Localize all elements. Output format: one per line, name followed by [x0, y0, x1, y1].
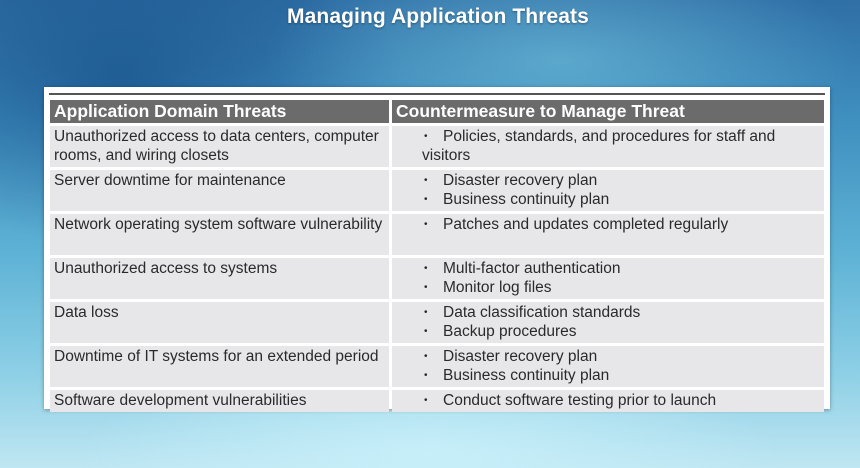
countermeasure-item: • Data classification standards	[424, 304, 641, 321]
threat-cell: Downtime of IT systems for an extended period	[50, 346, 389, 387]
threat-cell: Software development vulnerabilities	[50, 390, 389, 412]
countermeasure-item: • Business continuity plan	[424, 367, 610, 384]
countermeasure-item: • Monitor log files	[424, 279, 552, 296]
threat-cell: Data loss	[50, 302, 389, 343]
countermeasure-item: • Disaster recovery plan	[424, 348, 598, 365]
table-top-rule	[49, 93, 825, 95]
countermeasure-cell	[392, 214, 824, 255]
threats-table	[47, 97, 827, 415]
bullet-icon: •	[424, 282, 428, 293]
countermeasure-item: • Conduct software testing prior to launch	[424, 392, 717, 409]
table-row	[50, 214, 824, 255]
header-threats: Application Domain Threats	[50, 100, 389, 123]
threat-cell: Server downtime for maintenance	[50, 170, 389, 211]
bullet-icon: •	[424, 131, 428, 142]
bullet-icon: •	[424, 395, 428, 406]
countermeasure-item: • Multi-factor authentication	[424, 260, 621, 277]
bullet-icon: •	[424, 307, 428, 318]
countermeasure-item: • Patches and updates completed regularly	[424, 216, 729, 233]
countermeasure-item: • Business continuity plan	[424, 191, 610, 208]
table-row	[50, 170, 824, 211]
bullet-icon: •	[424, 370, 428, 381]
table-row	[50, 302, 824, 343]
countermeasure-item: • Backup procedures	[424, 323, 577, 340]
bullet-icon: •	[424, 219, 428, 230]
threat-cell: Network operating system software vulnerability	[50, 214, 389, 255]
table-header-row	[50, 100, 824, 123]
countermeasure-cell	[392, 258, 824, 299]
countermeasure-item: • Disaster recovery plan	[424, 172, 598, 189]
threats-table-card	[44, 87, 830, 409]
bullet-icon: •	[424, 351, 428, 362]
bullet-icon: •	[424, 194, 428, 205]
bullet-icon: •	[424, 263, 428, 274]
countermeasure-cell	[392, 302, 824, 343]
table-row	[50, 346, 824, 387]
threat-cell: Unauthorized access to data centers, computer rooms, and wiring closets	[50, 126, 389, 167]
table-row	[50, 258, 824, 299]
bullet-icon: •	[424, 175, 428, 186]
header-countermeasures: Countermeasure to Manage Threat	[392, 100, 824, 123]
countermeasure-cell	[392, 390, 824, 412]
slide-title: Managing Application Threats	[287, 5, 589, 28]
countermeasure-cell	[392, 170, 824, 211]
threat-cell: Unauthorized access to systems	[50, 258, 389, 299]
table-row	[50, 126, 824, 167]
table-row	[50, 390, 824, 412]
countermeasure-cell	[392, 346, 824, 387]
countermeasure-cell	[392, 126, 824, 167]
bullet-icon: •	[424, 326, 428, 337]
countermeasure-item: • Policies, standards, and procedures for staff and visitors	[422, 128, 776, 164]
